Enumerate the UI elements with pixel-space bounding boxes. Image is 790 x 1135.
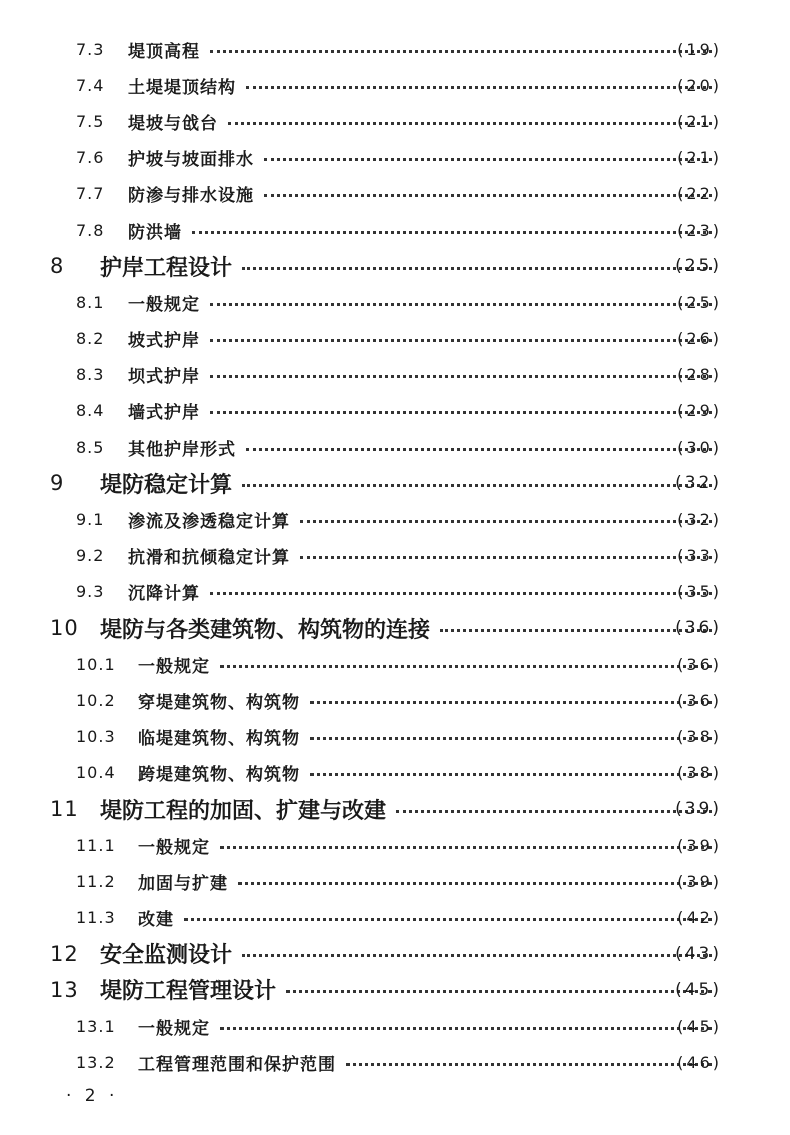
page-reference: (36): [677, 690, 722, 710]
section-number: 10.3: [76, 727, 116, 747]
section-number: 11.3: [76, 908, 116, 928]
toc-entry[interactable]: [0, 31, 790, 67]
page-number: · 2 ·: [66, 1086, 119, 1106]
toc-entry[interactable]: [0, 972, 790, 1008]
section-title: 跨堤建筑物、构筑物: [138, 765, 300, 786]
section-number: 7.3: [76, 39, 105, 59]
dot-leader: [300, 520, 712, 523]
dot-leader: [310, 773, 712, 776]
dot-leader: [210, 339, 712, 342]
toc-entry-content: [76, 31, 720, 67]
toc-entry[interactable]: [0, 176, 790, 212]
toc-entry-content: [76, 682, 720, 718]
toc-entry[interactable]: [0, 321, 790, 357]
dot-leader: [246, 448, 712, 451]
toc-entry[interactable]: [0, 284, 790, 320]
dot-leader: [220, 665, 712, 668]
page-reference: (33): [677, 546, 722, 566]
section-number: 8.1: [76, 292, 105, 312]
page-reference: (45): [675, 979, 722, 1000]
section-number: 10: [50, 616, 79, 641]
toc-entry[interactable]: [0, 719, 790, 755]
toc-entry[interactable]: [0, 212, 790, 248]
section-title: 渗流及渗透稳定计算: [128, 512, 290, 533]
toc-entry-content: [76, 212, 720, 248]
page-reference: (32): [675, 473, 722, 494]
page-reference: (32): [677, 510, 722, 530]
page-reference: (36): [675, 618, 722, 639]
toc-entry-content: [76, 176, 720, 212]
page-reference: (28): [677, 365, 722, 385]
page-reference: (21): [677, 148, 722, 168]
section-title: 临堤建筑物、构筑物: [138, 729, 300, 750]
section-number: 12: [50, 941, 79, 966]
section-number: 9.2: [76, 546, 105, 566]
dot-leader: [310, 737, 712, 740]
section-title: 加固与扩建: [138, 873, 228, 894]
page-reference: (39): [677, 835, 722, 855]
page-reference: (36): [677, 654, 722, 674]
toc-entry-content: [76, 321, 720, 357]
toc-entry[interactable]: [0, 67, 790, 103]
dot-leader: [220, 1027, 712, 1030]
section-title: 防洪墙: [128, 222, 182, 243]
toc-entry[interactable]: [0, 248, 790, 284]
page-reference: (42): [677, 908, 722, 928]
page-reference: (20): [677, 75, 722, 95]
toc-entry[interactable]: [0, 140, 790, 176]
toc-entry-content: [50, 791, 720, 827]
section-title: 土堤堤顶结构: [128, 77, 236, 98]
section-title: 堤坡与戗台: [128, 113, 218, 134]
page-reference: (35): [677, 582, 722, 602]
section-title: 改建: [138, 910, 174, 931]
section-number: 9.1: [76, 510, 105, 530]
toc-entry-content: [76, 538, 720, 574]
section-number: 7.5: [76, 111, 105, 131]
page-reference: (45): [677, 1016, 722, 1036]
dot-leader: [310, 701, 712, 704]
toc-entry-content: [76, 574, 720, 610]
toc-entry[interactable]: [0, 646, 790, 682]
section-number: 11.2: [76, 871, 116, 891]
section-number: 13.1: [76, 1016, 116, 1036]
toc-entry-content: [76, 827, 720, 863]
toc-entry[interactable]: [0, 538, 790, 574]
toc-entry[interactable]: [0, 1044, 790, 1080]
toc-entry[interactable]: [0, 610, 790, 646]
section-title: 堤防工程管理设计: [100, 978, 277, 1005]
toc-entry-content: [76, 900, 720, 936]
toc-entry[interactable]: [0, 900, 790, 936]
page-reference: (23): [677, 220, 722, 240]
dot-leader: [238, 882, 712, 885]
page-reference: (19): [677, 39, 722, 59]
section-number: 7.7: [76, 184, 105, 204]
section-number: 7.8: [76, 220, 105, 240]
dot-leader: [300, 556, 712, 559]
section-title: 安全监测设计: [100, 942, 233, 969]
toc-entry-content: [76, 1008, 720, 1044]
dot-leader: [184, 918, 712, 921]
toc-entry-content: [76, 393, 720, 429]
page-reference: (25): [675, 256, 722, 277]
dot-leader: [210, 592, 712, 595]
dot-leader: [192, 231, 712, 234]
section-title: 沉降计算: [128, 584, 200, 605]
toc-entry-content: [76, 719, 720, 755]
section-number: 13: [50, 977, 79, 1002]
dot-leader: [210, 303, 712, 306]
section-number: 7.6: [76, 148, 105, 168]
toc-entry[interactable]: [0, 574, 790, 610]
toc-entry[interactable]: [0, 465, 790, 501]
section-title: 一般规定: [138, 656, 210, 677]
toc-entry-content: [76, 755, 720, 791]
section-title: 坡式护岸: [128, 331, 200, 352]
section-title: 墙式护岸: [128, 403, 200, 424]
section-title: 抗滑和抗倾稳定计算: [128, 548, 290, 569]
dot-leader: [396, 810, 712, 813]
toc-entry-content: [76, 357, 720, 393]
section-title: 其他护岸形式: [128, 439, 236, 460]
dot-leader: [220, 846, 712, 849]
section-title: 工程管理范围和保护范围: [138, 1054, 336, 1075]
toc-entry-content: [76, 67, 720, 103]
toc-entry-content: [50, 972, 720, 1008]
section-number: 11: [50, 797, 79, 822]
section-title: 堤防工程的加固、扩建与改建: [100, 797, 387, 824]
toc-entry[interactable]: [0, 103, 790, 139]
dot-leader: [210, 375, 712, 378]
dot-leader: [346, 1063, 712, 1066]
dot-leader: [440, 629, 712, 632]
section-title: 护岸工程设计: [100, 254, 233, 281]
section-title: 一般规定: [138, 837, 210, 858]
toc-entry-content: [50, 465, 720, 501]
table-of-contents: [0, 31, 790, 1080]
section-number: 10.2: [76, 690, 116, 710]
toc-entry-content: [76, 501, 720, 537]
section-title: 护坡与坡面排水: [128, 150, 254, 171]
toc-entry-content: [76, 140, 720, 176]
dot-leader: [286, 990, 712, 993]
section-number: 8.4: [76, 401, 105, 421]
section-number: 8.5: [76, 437, 105, 457]
toc-entry-content: [50, 248, 720, 284]
page-reference: (22): [677, 184, 722, 204]
dot-leader: [246, 86, 712, 89]
section-title: 穿堤建筑物、构筑物: [138, 692, 300, 713]
section-number: 13.2: [76, 1052, 116, 1072]
page-reference: (21): [677, 111, 722, 131]
toc-entry[interactable]: [0, 393, 790, 429]
toc-entry-content: [50, 936, 720, 972]
dot-leader: [228, 122, 712, 125]
dot-leader: [242, 267, 712, 270]
dot-leader: [242, 484, 712, 487]
toc-entry[interactable]: [0, 429, 790, 465]
section-title: 堤防稳定计算: [100, 471, 233, 498]
toc-entry[interactable]: [0, 682, 790, 718]
section-number: 9.3: [76, 582, 105, 602]
toc-entry-content: [76, 863, 720, 899]
section-number: 10.1: [76, 654, 116, 674]
page-reference: (26): [677, 329, 722, 349]
dot-leader: [264, 194, 712, 197]
page-reference: (29): [677, 401, 722, 421]
section-title: 防渗与排水设施: [128, 186, 254, 207]
toc-entry[interactable]: [0, 357, 790, 393]
section-number: 11.1: [76, 835, 116, 855]
toc-entry[interactable]: [0, 501, 790, 537]
section-title: 堤顶高程: [128, 41, 200, 62]
section-number: 8.3: [76, 365, 105, 385]
section-title: 一般规定: [128, 294, 200, 315]
toc-entry-content: [76, 103, 720, 139]
section-number: 8.2: [76, 329, 105, 349]
toc-entry[interactable]: [0, 936, 790, 972]
dot-leader: [210, 50, 712, 53]
page-reference: (25): [677, 292, 722, 312]
section-number: 8: [50, 254, 65, 279]
page-reference: (30): [677, 437, 722, 457]
dot-leader: [264, 158, 712, 161]
toc-entry-content: [76, 429, 720, 465]
toc-entry-content: [76, 646, 720, 682]
page-reference: (39): [675, 799, 722, 820]
toc-entry[interactable]: [0, 863, 790, 899]
page-reference: (38): [677, 727, 722, 747]
section-number: 7.4: [76, 75, 105, 95]
section-title: 一般规定: [138, 1018, 210, 1039]
page-reference: (38): [677, 763, 722, 783]
toc-entry[interactable]: [0, 755, 790, 791]
page-reference: (39): [677, 871, 722, 891]
toc-entry[interactable]: [0, 1008, 790, 1044]
toc-entry[interactable]: [0, 827, 790, 863]
section-number: 10.4: [76, 763, 116, 783]
toc-entry-content: [50, 610, 720, 646]
page-reference: (46): [677, 1052, 722, 1072]
toc-entry-content: [76, 1044, 720, 1080]
dot-leader: [210, 411, 712, 414]
toc-entry-content: [76, 284, 720, 320]
toc-entry[interactable]: [0, 791, 790, 827]
section-number: 9: [50, 471, 65, 496]
page-reference: (43): [675, 943, 722, 964]
section-title: 坝式护岸: [128, 367, 200, 388]
section-title: 堤防与各类建筑物、构筑物的连接: [100, 616, 431, 643]
dot-leader: [242, 954, 712, 957]
